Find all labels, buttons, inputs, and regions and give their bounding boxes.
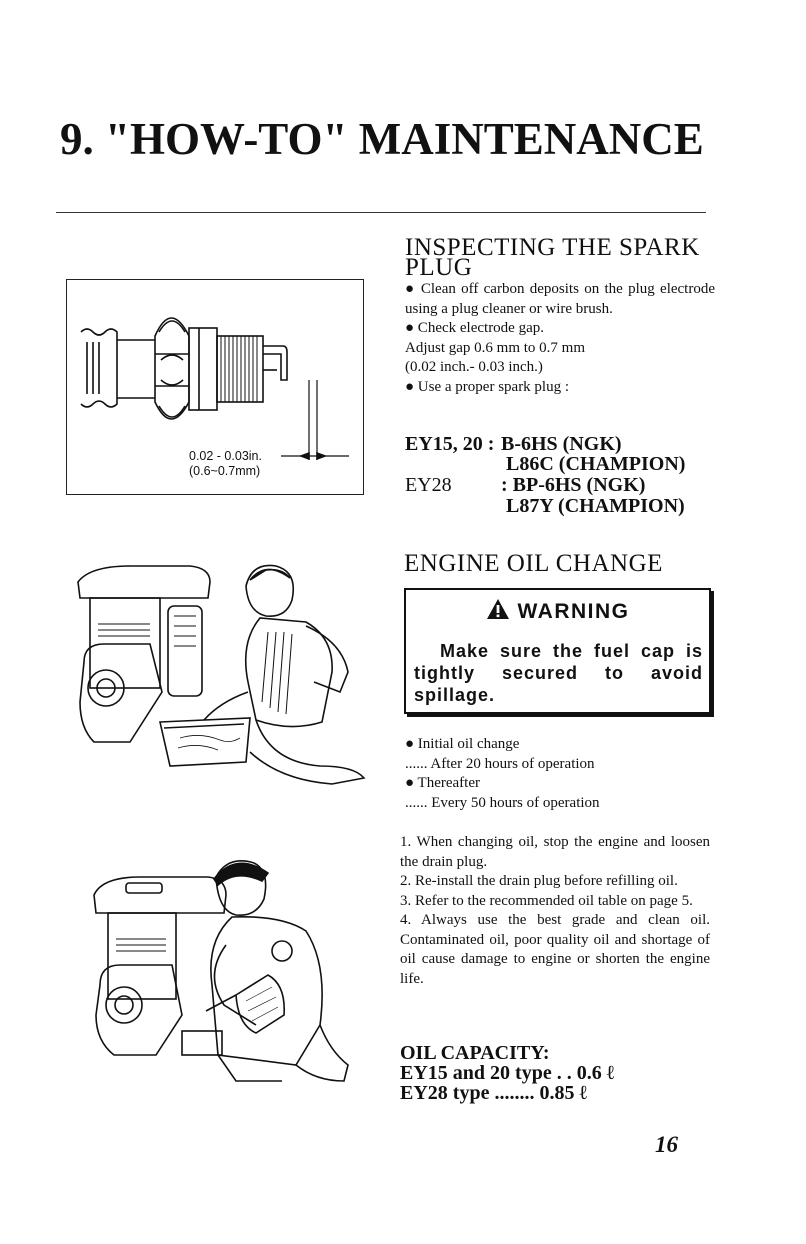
spark-plug-table [405, 434, 715, 524]
spark-plug-bullet: Adjust gap 0.6 mm to 0.7 mm [405, 339, 585, 356]
oil-capacity-heading: OIL CAPACITY: [400, 1042, 550, 1064]
oil-capacity [400, 1043, 614, 1103]
schedule-line: ● Initial oil change [405, 736, 520, 752]
warning-title: WARNING [517, 600, 630, 623]
oil-step: 3. Refer to the recommended oil table on page 5. [400, 892, 693, 909]
plug-row4-value: L87Y (CHAMPION) [506, 495, 685, 517]
spark-plug-figure [66, 279, 364, 495]
spark-plug-instructions [405, 280, 715, 397]
oil-step: 2. Re-install the drain plug before refilling oil. [400, 873, 678, 889]
oil-change-schedule [405, 735, 715, 813]
gap-label-inch: 0.02 - 0.03in. [189, 449, 262, 463]
warning-box [404, 588, 711, 714]
spark-plug-bullet: ● Check electrode gap. [405, 320, 544, 336]
spark-plug-bullet: ● Clean off carbon deposits on the plug electrode using a plug cleaner or wire brush. [405, 281, 715, 317]
plug-row1-model: EY15, 20 : [405, 433, 495, 455]
warning-icon [486, 598, 510, 620]
plug-row3-model: EY28 [405, 474, 452, 496]
page-title: 9. "HOW-TO" MAINTENANCE [60, 114, 704, 164]
plug-row3-value: : BP-6HS (NGK) [501, 474, 646, 496]
gap-label-mm: (0.6~0.7mm) [189, 464, 261, 478]
oil-change-heading: ENGINE OIL CHANGE [404, 550, 663, 577]
plug-row1-value: B-6HS (NGK) [501, 433, 622, 455]
spark-plug-heading-line1: INSPECTING THE SPARK [405, 234, 700, 261]
schedule-line: ● Thereafter [405, 775, 480, 791]
schedule-line: ...... After 20 hours of operation [405, 755, 595, 772]
oil-capacity-line2: EY28 type ........ 0.85 ℓ [400, 1082, 587, 1104]
oil-capacity-line1: EY15 and 20 type . . 0.6 ℓ [400, 1062, 615, 1084]
plug-row2-value: L86C (CHAMPION) [506, 453, 686, 475]
oil-step: 4. Always use the best grade and clean oil. Contaminated oil, poor quality oil and shortage of oil cause damage to engine or shorten the engine life. [400, 912, 710, 987]
warning-text: Make sure the fuel cap is tightly secured to avoid spillage. [414, 641, 703, 705]
title-divider [56, 212, 706, 213]
spark-plug-bullet: ● Use a proper spark plug : [405, 378, 570, 395]
oil-drain-illustration [70, 552, 370, 792]
schedule-line: ...... Every 50 hours of operation [405, 794, 600, 811]
spark-plug-bullet: (0.02 inch.- 0.03 inch.) [405, 359, 543, 375]
oil-fill-illustration [86, 855, 356, 1085]
warning-header [406, 598, 709, 624]
oil-change-steps [400, 833, 710, 989]
spark-plug-heading-line2: PLUG [405, 254, 473, 281]
page-number: 16 [655, 1132, 678, 1157]
oil-step: 1. When changing oil, stop the engine and loosen the drain plug. [400, 834, 710, 870]
